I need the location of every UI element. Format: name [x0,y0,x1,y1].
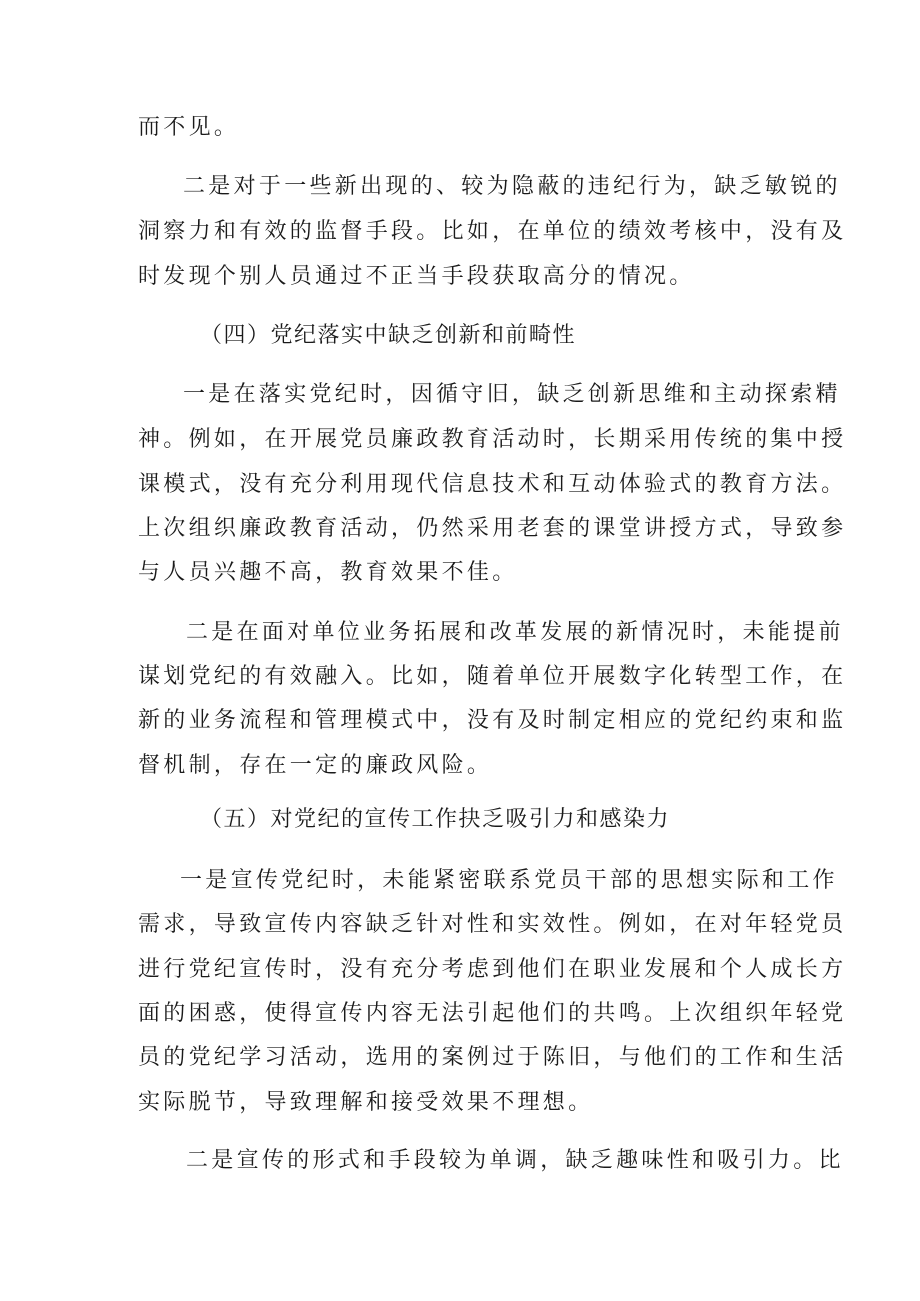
paragraph-line: 时发现个别人员通过不正当手段获取高分的情况。 [138,264,695,289]
paragraph-line: 而不见。 [138,115,240,140]
paragraph-line: 二是对于一些新出现的、较为隐蔽的违纪行为，缺乏敏锐的 [183,174,841,199]
paragraph-line: 课模式，没有充分利用现代信息技术和互动体验式的教育方法。 [138,472,847,497]
paragraph-line: 洞察力和有效的监督手段。比如，在单位的绩效考核中，没有及 [138,219,847,244]
paragraph-line: 与人员兴趣不高，教育效果不佳。 [138,560,518,585]
section-heading: （五）对党纪的宣传工作抉乏吸引力和感染力 [200,807,671,832]
paragraph-line: 谋划党纪的有效融入。比如，随着单位开展数字化转型工作，在 [138,664,847,689]
paragraph-line: 一是宣传党纪时，未能紧密联系党员干部的思想实际和工作 [180,868,838,893]
paragraph-line: 督机制，存在一定的廉政风险。 [138,753,493,778]
paragraph-line: 上次组织廉政教育活动，仍然采用老套的课堂讲授方式，导致参 [138,516,847,541]
paragraph-line: 员的党纪学习活动，选用的案例过于陈旧，与他们的工作和生活 [138,1045,847,1070]
paragraph-line: 新的业务流程和管理模式中，没有及时制定相应的党纪约束和监 [138,708,847,733]
paragraph-line: 需求，导致宣传内容缺乏针对性和实效性。例如，在对年轻党员 [138,912,847,937]
paragraph-line: 神。例如，在开展党员廉政教育活动时，长期采用传统的集中授 [138,427,847,452]
paragraph-line: 面的困惑，使得宣传内容无法引起他们的共鸣。上次组织年轻党 [138,1001,847,1026]
paragraph-line: 二是在面对单位业务拓展和改革发展的新情况时，未能提前 [186,620,844,645]
section-heading: （四）党纪落实中缺乏创新和前畸性 [200,323,577,348]
paragraph-line: 实际脱节，导致理解和接受效果不理想。 [138,1090,594,1115]
paragraph-line: 一是在落实党纪时，因循守旧，缺乏创新思维和主动探索精 [183,382,841,407]
paragraph-line: 二是宣传的形式和手段较为单调，缺乏趣味性和吸引力。比 [186,1148,844,1173]
paragraph-line: 进行党纪宣传时，没有充分考虑到他们在职业发展和个人成长方 [138,957,847,982]
